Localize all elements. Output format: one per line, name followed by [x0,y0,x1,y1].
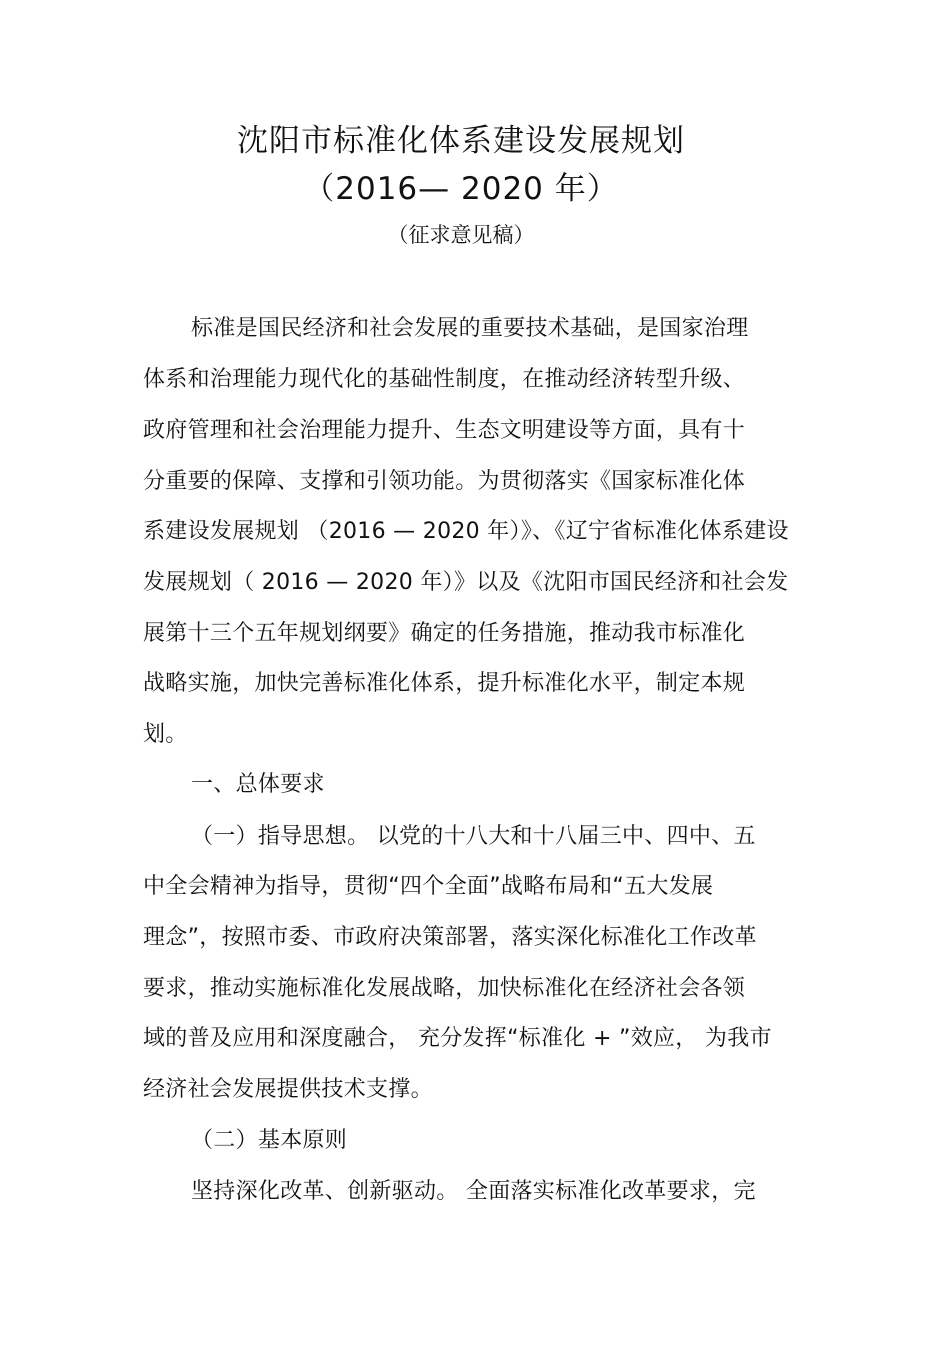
document-title: 沈阳市标准化体系建设发展规划 [237,123,685,159]
paragraph-line: 坚持深化改革、创新驱动。 全面落实标准化改革要求，完 [191,1179,756,1204]
section-heading: 一、总体要求 [191,772,325,797]
paragraph-line: 域的普及应用和深度融合， 充分发挥“标准化 + ”效应， 为我市 [143,1026,772,1051]
paragraph-line: （一）指导思想。 以党的十八大和十八届三中、四中、五 [191,824,756,849]
paragraph-line: 划。 [143,722,188,747]
paragraph-line: 政府管理和社会治理能力提升、生态文明建设等方面，具有十 [143,418,746,443]
paragraph-line: 中全会精神为指导，贯彻“四个全面”战略布局和“五大发展 [143,874,714,899]
paragraph-line: 体系和治理能力现代化的基础性制度，在推动经济转型升级、 [143,367,746,392]
paragraph-line: 展第十三个五年规划纲要》确定的任务措施，推动我市标准化 [143,621,746,646]
paragraph-line: 系建设发展规划 （2016 — 2020 年）》、《辽宁省标准化体系建设 [143,519,789,544]
paragraph-line: 发展规划（ 2016 — 2020 年）》以及《沈阳市国民经济和社会发 [143,570,789,595]
paragraph-line: 分重要的保障、支撑和引领功能。为贯彻落实《国家标准化体 [143,469,746,494]
paragraph-line: 标准是国民经济和社会发展的重要技术基础，是国家治理 [191,316,749,341]
paragraph-line: 要求，推动实施标准化发展战略，加快标准化在经济社会各领 [143,976,746,1001]
document-title-years: （2016— 2020 年） [303,171,619,207]
paragraph-line: 战略实施，加快完善标准化体系，提升标准化水平，制定本规 [143,671,746,696]
document-subtitle: （征求意见稿） [387,223,535,247]
section-subheading: （二）基本原则 [191,1128,348,1153]
paragraph-line: 理念”，按照市委、市政府决策部署，落实深化标准化工作改革 [143,925,757,950]
paragraph-line: 经济社会发展提供技术支撑。 [143,1077,433,1102]
